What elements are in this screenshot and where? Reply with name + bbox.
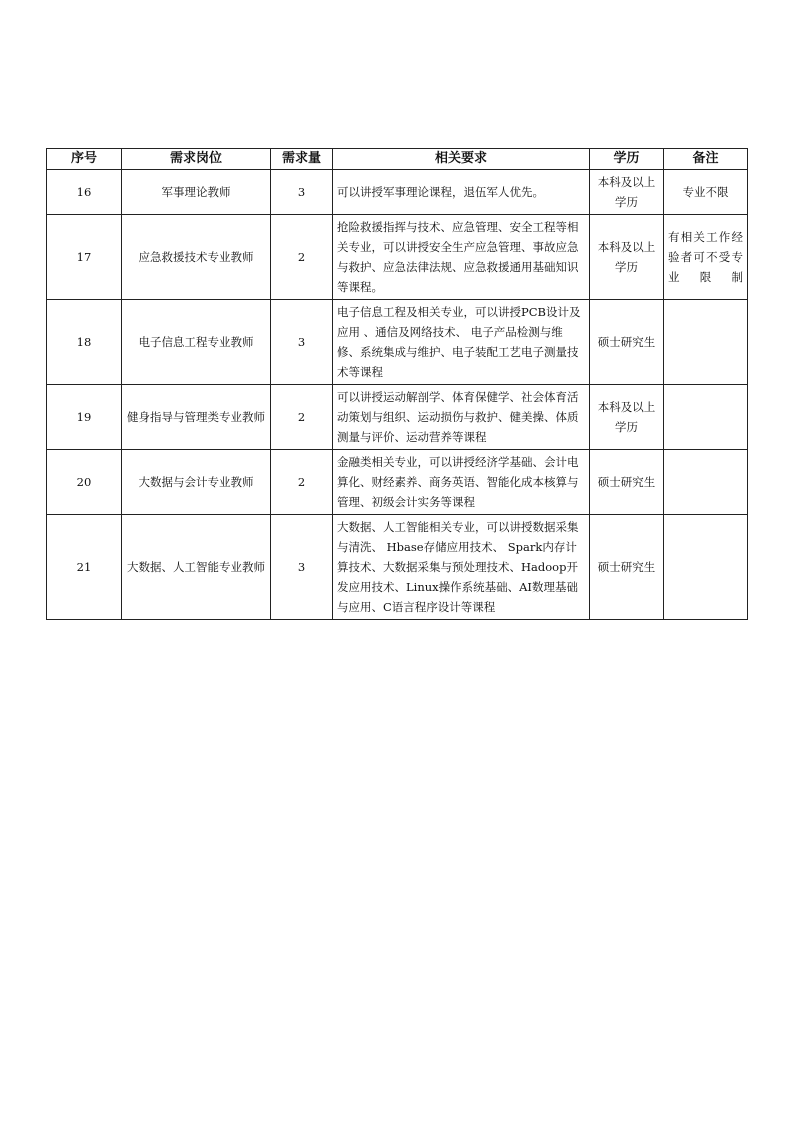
table-header (47, 149, 748, 170)
table-body (47, 170, 748, 620)
row-quantity: 3 (271, 515, 333, 620)
row-notes (664, 300, 748, 385)
table-row (47, 215, 748, 300)
row-requirements: 金融类相关专业，可以讲授经济学基础、会计电算化、财经素养、商务英语、智能化成本核算与管理、初级会计实务等课程 (333, 450, 590, 515)
table-row (47, 515, 748, 620)
table-row (47, 450, 748, 515)
recruitment-table (46, 148, 748, 620)
row-no: 18 (47, 300, 122, 385)
row-requirements: 抢险救援指挥与技术、应急管理、安全工程等相关专业，可以讲授安全生产应急管理、事故应急与救护、应急法律法规、应急救援通用基础知识等课程。 (333, 215, 590, 300)
row-education: 硕士研究生 (590, 515, 664, 620)
row-notes: 有相关工作经验者可不受专业限制 (664, 215, 748, 300)
header-requirements: 相关要求 (333, 149, 590, 170)
row-education: 硕士研究生 (590, 300, 664, 385)
row-no: 16 (47, 170, 122, 215)
row-position: 应急救援技术专业教师 (122, 215, 271, 300)
row-position: 军事理论教师 (122, 170, 271, 215)
row-position: 大数据与会计专业教师 (122, 450, 271, 515)
table-row (47, 385, 748, 450)
header-no: 序号 (47, 149, 122, 170)
row-education: 本科及以上学历 (590, 385, 664, 450)
header-notes: 备注 (664, 149, 748, 170)
row-requirements: 电子信息工程及相关专业，可以讲授PCB设计及应用 、通信及网络技术、 电子产品检测与维修、系统集成与维护、电子装配工艺电子测量技术等课程 (333, 300, 590, 385)
row-education: 本科及以上学历 (590, 170, 664, 215)
row-requirements: 大数据、人工智能相关专业，可以讲授数据采集与清洗、 Hbase存储应用技术、 Spark内存计算技术、大数据采集与预处理技术、Hadoop开发应用技术、Linux操作系统基础、AI数理基础与应用、C语言程序设计等课程 (333, 515, 590, 620)
header-row (47, 149, 748, 170)
row-position: 大数据、人工智能专业教师 (122, 515, 271, 620)
row-quantity: 3 (271, 170, 333, 215)
row-notes (664, 385, 748, 450)
row-no: 21 (47, 515, 122, 620)
table-row (47, 170, 748, 215)
row-requirements: 可以讲授运动解剖学、体育保健学、社会体育活动策划与组织、运动损伤与救护、健美操、体质测量与评价、运动营养等课程 (333, 385, 590, 450)
row-quantity: 2 (271, 385, 333, 450)
row-education: 本科及以上学历 (590, 215, 664, 300)
header-education: 学历 (590, 149, 664, 170)
row-quantity: 3 (271, 300, 333, 385)
row-requirements: 可以讲授军事理论课程，退伍军人优先。 (333, 170, 590, 215)
row-notes: 专业不限 (664, 170, 748, 215)
row-notes (664, 515, 748, 620)
table-row (47, 300, 748, 385)
row-no: 17 (47, 215, 122, 300)
row-quantity: 2 (271, 450, 333, 515)
row-notes (664, 450, 748, 515)
row-no: 19 (47, 385, 122, 450)
row-position: 电子信息工程专业教师 (122, 300, 271, 385)
header-quantity: 需求量 (271, 149, 333, 170)
row-education: 硕士研究生 (590, 450, 664, 515)
header-position: 需求岗位 (122, 149, 271, 170)
row-quantity: 2 (271, 215, 333, 300)
row-position: 健身指导与管理类专业教师 (122, 385, 271, 450)
row-no: 20 (47, 450, 122, 515)
